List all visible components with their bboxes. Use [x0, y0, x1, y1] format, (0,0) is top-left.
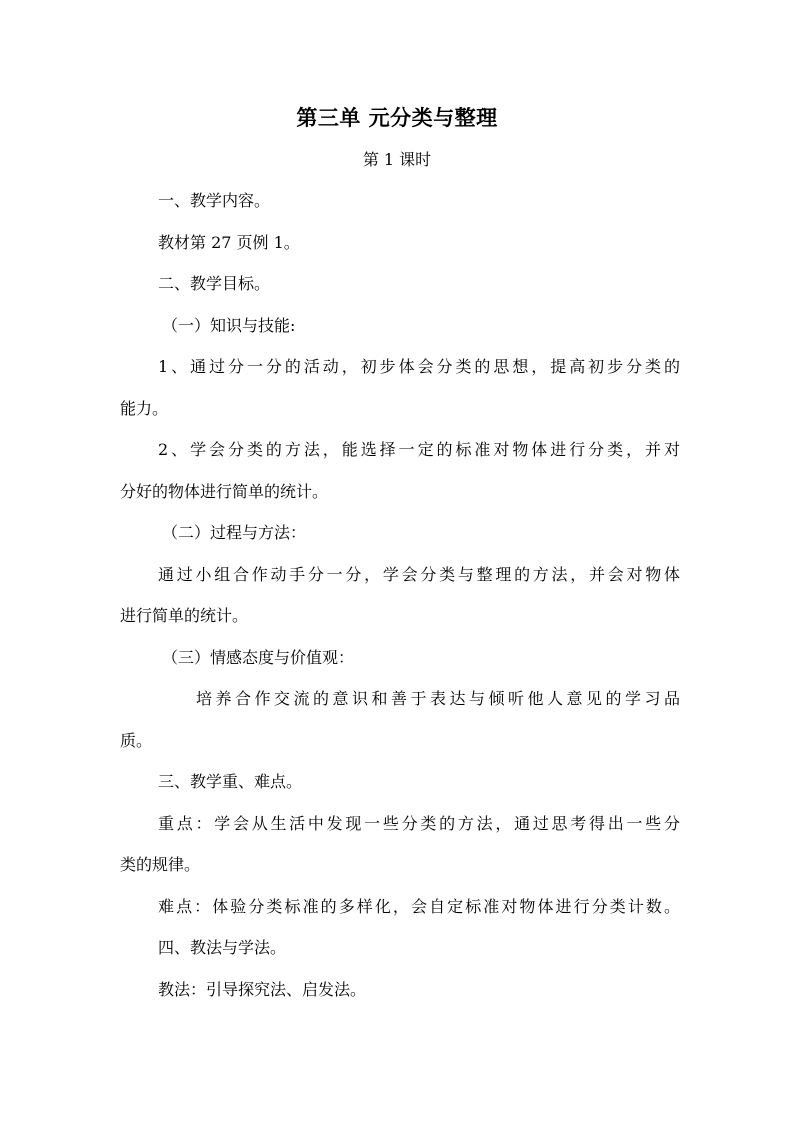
- subsection-knowledge-skills: （一）知识与技能:: [162, 316, 296, 335]
- subsection-emotion-values: （三）情感态度与价值观：: [162, 648, 355, 667]
- paragraph-emotion-line-1: 培养合作交流的意识和善于表达与倾听他人意见的学习品: [196, 689, 680, 708]
- section-heading-content: 一、教学内容。: [158, 191, 271, 210]
- document-title: 第三单 元分类与整理: [296, 105, 498, 130]
- paragraph-textbook-reference: 教材第 27 页例 1。: [158, 233, 300, 252]
- section-heading-objectives: 二、教学目标。: [158, 274, 271, 293]
- paragraph-objective-1-line-1: 1、通过分一分的活动，初步体会分类的思想，提高初步分类的: [158, 357, 680, 376]
- section-heading-key-points: 三、教学重、难点。: [158, 772, 303, 791]
- paragraph-objective-2-line-1: 2、学会分类的方法，能选择一定的标准对物体进行分类，并对: [158, 440, 680, 459]
- paragraph-objective-2-line-2: 分好的物体进行简单的统计。: [120, 482, 329, 501]
- paragraph-objective-1-line-2: 能力。: [120, 399, 169, 418]
- paragraph-difficulty: 难点：体验分类标准的多样化，会自定标准对物体进行分类计数。: [158, 897, 680, 916]
- section-heading-methods: 四、教法与学法。: [158, 938, 287, 957]
- subsection-process-methods: （二）过程与方法：: [162, 523, 307, 542]
- paragraph-emotion-line-2: 质。: [120, 731, 153, 750]
- lesson-subtitle: 第 1 课时: [362, 150, 432, 169]
- paragraph-key-point-line-1: 重点：学会从生活中发现一些分类的方法，通过思考得出一些分: [158, 814, 680, 833]
- paragraph-teaching-methods: 教法：引导探究法、启发法。: [158, 980, 367, 999]
- paragraph-process-line-2: 进行简单的统计。: [120, 606, 249, 625]
- paragraph-key-point-line-2: 类的规律。: [120, 855, 201, 874]
- paragraph-process-line-1: 通过小组合作动手分一分，学会分类与整理的方法，并会对物体: [158, 565, 680, 584]
